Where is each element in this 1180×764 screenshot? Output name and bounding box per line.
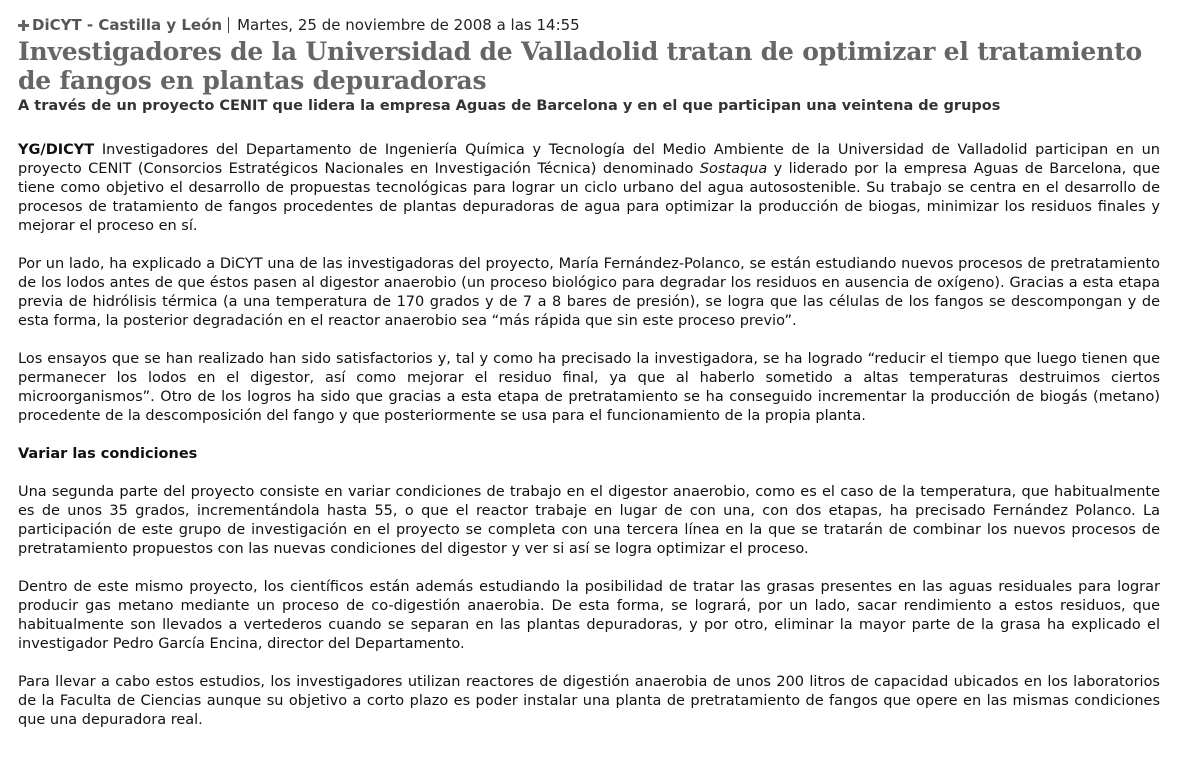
source-label: DiCYT - Castilla y León [32, 16, 223, 34]
divider [228, 17, 229, 33]
paragraph-6: Para llevar a cabo estos estudios, los investigadores utilizan reactores de digestión anaerobia de unos 200 litros de capacidad ubicados en los laboratorios de la Faculta de Ciencias aunque su objetivo a corto plazo es poder instalar una planta de pretratamiento de fangos que opere en las mismas condiciones que una depuradora real. [18, 674, 1160, 728]
article-subtitle: A través de un proyecto CENIT que lidera la empresa Aguas de Barcelona y en el que participan una veintena de grupos [18, 98, 1001, 114]
article-page [18, 16, 1160, 749]
article-body [18, 141, 1160, 730]
byline: YG/DICYT [18, 142, 95, 158]
section-heading: Variar las condiciones [18, 446, 198, 462]
paragraph-1-text-a: Investigadores del Departamento de Ingeniería Química y Tecnología del Medio Ambiente de la Universidad de Valladolid participan en un proyecto CENIT (Consorcios Estratégicos Nacionales en Investigación Técnica) denominado [18, 142, 1160, 177]
paragraph-3: Los ensayos que se han realizado han sido satisfactorios y, tal y como ha precisado la investigadora, se ha logrado “reducir el tiempo que luego tienen que permanecer los lodos en el digestor, así como mejorar el residuo final, ya que al haberlo sometido a altas temperaturas destruimos ciertos microorganismos”. Otro de los logros ha sido que gracias a esta etapa de pretratamiento se ha conseguido incrementar la producción de biogás (metano) procedente de la descomposición del fango y que posteriormente se usa para el funcionamiento de la propia planta. [18, 351, 1160, 424]
publication-date: Martes, 25 de noviembre de 2008 a las 14:55 [237, 16, 580, 34]
paragraph-2: Por un lado, ha explicado a DiCYT una de las investigadoras del proyecto, María Fernández-Polanco, se están estudiando nuevos procesos de pretratamiento de los lodos antes de que éstos pasen al digestor anaerobio (un proceso biológico para degradar los residuos en ausencia de oxígeno). Gracias a esta etapa previa de hidrólisis térmica (a una temperatura de 170 grados y de 7 a 8 bares de presión), se logra que las células de los fangos se descompongan y de esta forma, la posterior degradación en el reactor anaerobio sea “más rápida que sin este proceso previo”. [18, 256, 1160, 329]
paragraph-1 [18, 141, 1160, 236]
article-meta [18, 16, 1160, 35]
paragraph-1-text-b: y liderado por la empresa Aguas de Barcelona, que tiene como objetivo el desarrollo de propuestas tecnológicas para lograr un ciclo urbano del agua autosostenible. Su trabajo se centra en el desarrollo de procesos de tratamiento de fangos procedentes de plantas depuradoras de agua para optimizar la producción de biogas, minimizar los residuos finales y mejorar el proceso en sí. [18, 161, 1160, 234]
paragraph-4: Una segunda parte del proyecto consiste en variar condiciones de trabajo en el digestor anaerobio, como es el caso de la temperatura, que habitualmente es de unos 35 grados, incrementándola hasta 55, o que el reactor trabaje en lugar de con una, con dos etapas, ha precisado Fernández Polanco. La participación de este grupo de investigación en el proyecto se completa con una tercera línea en la que se tratarán de combinar los nuevos procesos de pretratamiento propuestos con las nuevas condiciones del digestor y ver si así se logra optimizar el proceso. [18, 484, 1160, 557]
project-name: Sostaqua [699, 161, 768, 177]
article-title: Investigadores de la Universidad de Valladolid tratan de optimizar el tratamiento de fangos en plantas depuradoras [18, 37, 1142, 95]
cross-icon [18, 20, 29, 31]
paragraph-5: Dentro de este mismo proyecto, los científicos están además estudiando la posibilidad de tratar las grasas presentes en las aguas residuales para lograr producir gas metano mediante un proceso de co-digestión anaerobia. De esta forma, se logrará, por un lado, sacar rendimiento a estos residuos, que habitualmente son llevados a vertederos cuando se separan en las plantas depuradoras, y por otro, eliminar la mayor parte de la grasa ha explicado el investigador Pedro García Encina, director del Departamento. [18, 579, 1160, 652]
